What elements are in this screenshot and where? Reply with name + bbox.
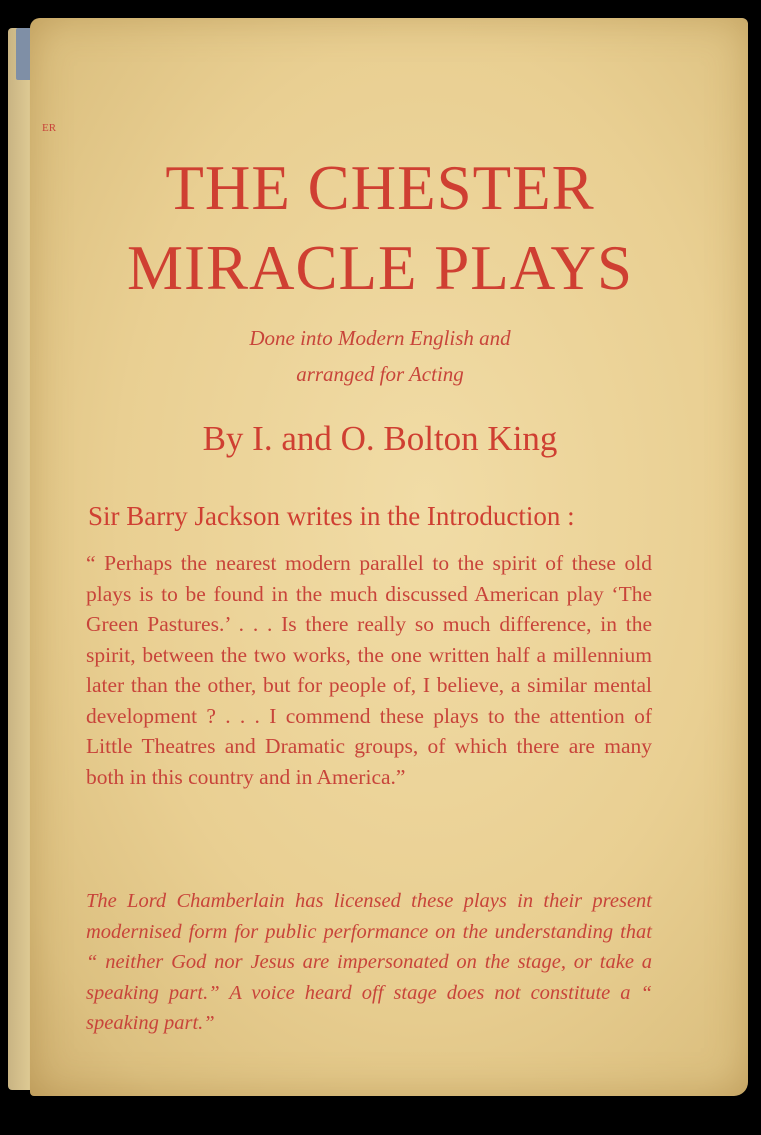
introduction-heading: Sir Barry Jackson writes in the Introduction : bbox=[88, 501, 575, 531]
book-title bbox=[40, 148, 720, 308]
title-line-2: MIRACLE PLAYS bbox=[126, 233, 634, 303]
spine-title-fragment: ER bbox=[42, 122, 57, 134]
author-byline: By I. and O. Bolton King bbox=[202, 419, 558, 458]
subtitle-line-2: arranged for Acting bbox=[296, 362, 464, 386]
introduction-quote: “ Perhaps the nearest modern parallel to the spirit of these old plays is to be found in the much discussed American play ‘The Green Pastures.’ . . . Is there really so much difference, in the spirit, between the two works, the one written half a millennium later than the other, but for people of, I believe, a similar mental development ? . . . I commend these plays to the attention of Little Theatres and Dramatic groups, of which there are many both in this country and in America.” bbox=[86, 551, 652, 789]
book-subtitle bbox=[150, 320, 610, 392]
subtitle-line-1: Done into Modern English and bbox=[249, 326, 511, 350]
lord-chamberlain-notice: The Lord Chamberlain has licensed these plays in their present modernised form for public performance on the understanding that “ neither God nor Jesus are impersonated on the stage, or take a speaking part.” A voice heard off stage does not constitute a “ speaking part.” bbox=[86, 890, 652, 1034]
title-line-1: THE CHESTER bbox=[165, 153, 595, 223]
